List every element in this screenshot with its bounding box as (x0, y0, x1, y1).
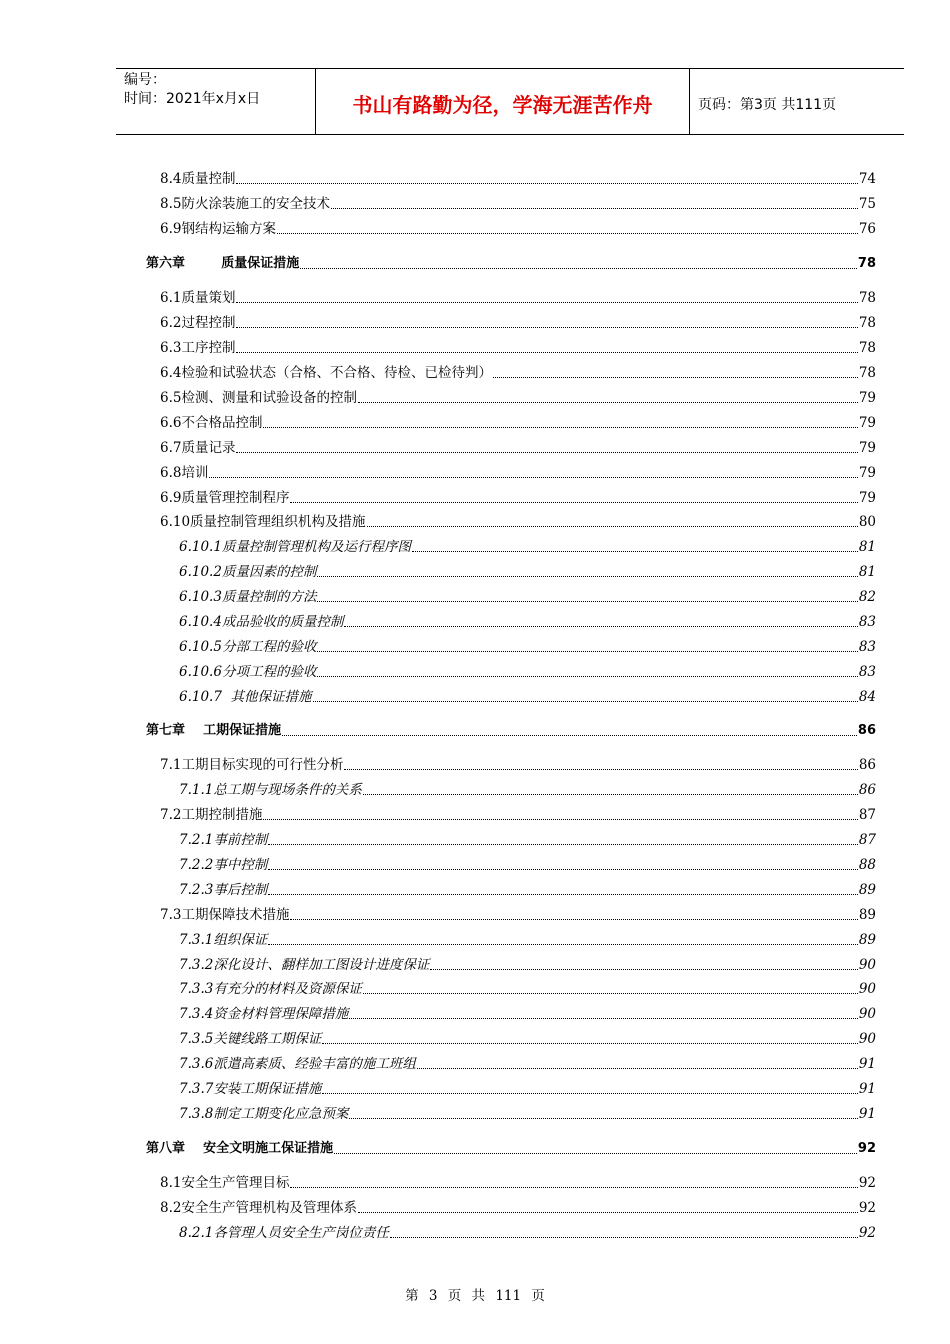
footer-total-pages: 111 (495, 1288, 522, 1304)
toc-leader-dots (358, 401, 858, 403)
toc-entry-page: 79 (858, 465, 876, 481)
toc-entry[interactable] (179, 856, 876, 874)
toc-entry-title: 8.2.1各管理人员安全生产岗位责任 (179, 1225, 389, 1241)
toc-entry-title: 7.2工期控制措施 (160, 807, 263, 823)
toc-entry-title: 6.10.3质量控制的方法 (179, 589, 317, 605)
toc-entry[interactable] (160, 439, 876, 457)
toc-entry[interactable] (179, 831, 876, 849)
toc-entry-page: 78 (858, 290, 876, 306)
toc-entry-page: 82 (858, 589, 876, 605)
toc-entry[interactable] (160, 414, 876, 432)
toc-leader-dots (344, 625, 857, 627)
toc-entry-title: 7.1.1总工期与现场条件的关系 (179, 782, 362, 798)
toc-entry[interactable] (160, 195, 876, 213)
toc-entry-title: 8.4质量控制 (160, 171, 236, 187)
toc-leader-dots (268, 868, 857, 870)
toc-leader-dots (282, 734, 857, 736)
toc-entry[interactable] (160, 364, 876, 382)
toc-entry-page: 83 (858, 639, 876, 655)
toc-entry[interactable] (179, 956, 876, 974)
toc-entry[interactable] (179, 1105, 876, 1123)
toc-leader-dots (300, 267, 857, 269)
toc-leader-dots (290, 918, 857, 920)
toc-leader-dots (268, 893, 857, 895)
toc-entry-title: 6.9钢结构运输方案 (160, 221, 276, 237)
footer-gong: 共 (471, 1288, 486, 1304)
toc-leader-dots (390, 1236, 858, 1238)
toc-leader-dots (493, 376, 858, 378)
toc-entry-page: 89 (858, 882, 876, 898)
toc-entry-page: 90 (858, 981, 876, 997)
toc-entry[interactable] (179, 588, 876, 606)
toc-entry-page: 75 (858, 196, 876, 212)
toc-entry-title: 第六章 质量保证措施 (146, 256, 300, 271)
toc-entry-page: 81 (858, 564, 876, 580)
toc-leader-dots (313, 700, 858, 702)
toc-entry-page: 90 (858, 1031, 876, 1047)
toc-entry[interactable] (179, 688, 876, 706)
toc-entry[interactable] (179, 1224, 876, 1242)
toc-entry-page: 86 (858, 757, 876, 773)
toc-entry-title: 7.3.3有充分的材料及资源保证 (179, 981, 362, 997)
toc-leader-dots (430, 968, 857, 970)
toc-entry[interactable] (179, 563, 876, 581)
toc-entry[interactable] (179, 538, 876, 556)
toc-entry[interactable] (179, 1055, 876, 1073)
toc-entry-page: 88 (858, 857, 876, 873)
toc-entry-page: 78 (858, 365, 876, 381)
page-footer (0, 1284, 950, 1304)
toc-entry[interactable] (179, 1005, 876, 1023)
toc-entry-page: 91 (858, 1056, 876, 1072)
toc-entry[interactable] (160, 220, 876, 238)
toc-entry-page: 92 (858, 1200, 876, 1216)
toc-entry[interactable] (179, 663, 876, 681)
toc-entry[interactable] (179, 931, 876, 949)
toc-entry-title: 6.6不合格品控制 (160, 415, 263, 431)
toc-entry-title: 6.10.1质量控制管理机构及运行程序图 (179, 539, 411, 555)
toc-entry-title: 7.2.2事中控制 (179, 857, 268, 873)
toc-leader-dots (277, 232, 858, 234)
toc-leader-dots (263, 818, 857, 820)
toc-entry-page: 92 (858, 1225, 876, 1241)
toc-leader-dots (236, 301, 857, 303)
toc-entry-page: 78 (857, 256, 876, 271)
toc-leader-dots (322, 1092, 857, 1094)
toc-leader-dots (317, 600, 857, 602)
toc-entry[interactable] (179, 1030, 876, 1048)
toc-entry-title: 7.2.1事前控制 (179, 832, 268, 848)
toc-leader-dots (322, 1042, 857, 1044)
toc-chapter-entry[interactable] (146, 1140, 876, 1158)
toc-leader-dots (349, 1117, 857, 1119)
toc-entry[interactable] (160, 513, 876, 531)
toc-leader-dots (236, 182, 857, 184)
toc-entry-title: 6.3工序控制 (160, 340, 236, 356)
toc-entry[interactable] (160, 756, 876, 774)
toc-entry-page: 79 (858, 490, 876, 506)
toc-entry[interactable] (179, 1080, 876, 1098)
toc-entry[interactable] (160, 170, 876, 188)
toc-leader-dots (317, 675, 857, 677)
toc-entry-title: 第七章 工期保证措施 (146, 723, 282, 738)
toc-leader-dots (412, 550, 858, 552)
toc-entry-page: 83 (858, 664, 876, 680)
toc-entry-page: 89 (858, 932, 876, 948)
toc-entry[interactable] (160, 489, 876, 507)
toc-entry[interactable] (160, 289, 876, 307)
toc-leader-dots (209, 476, 857, 478)
footer-current-page: 3 (428, 1288, 438, 1304)
toc-leader-dots (268, 943, 857, 945)
toc-entry-page: 92 (858, 1175, 876, 1191)
toc-entry-page: 78 (858, 340, 876, 356)
toc-entry-title: 6.4检验和试验状态（合格、不合格、待检、已检待判） (160, 365, 492, 381)
toc-leader-dots (367, 525, 858, 527)
header-motto: 书山有路勤为径，学海无涯苦作舟 (316, 69, 690, 134)
toc-entry[interactable] (179, 638, 876, 656)
toc-entry[interactable] (179, 781, 876, 799)
toc-entry-title: 第八章 安全文明施工保证措施 (146, 1141, 334, 1156)
toc-leader-dots (290, 501, 857, 503)
toc-entry-page: 80 (858, 514, 876, 530)
toc-entry[interactable] (179, 980, 876, 998)
toc-leader-dots (236, 451, 857, 453)
toc-leader-dots (349, 1017, 857, 1019)
header-time: 时间：2021年x月x日 (124, 91, 261, 107)
toc-leader-dots (331, 207, 858, 209)
toc-entry[interactable] (160, 464, 876, 482)
toc-entry-page: 78 (858, 315, 876, 331)
toc-entry-page: 83 (858, 614, 876, 630)
footer-ye-2: 页 (531, 1288, 545, 1304)
toc-entry[interactable] (160, 314, 876, 332)
toc-entry-page: 81 (858, 539, 876, 555)
footer-di: 第 (405, 1288, 419, 1304)
toc-entry[interactable] (179, 613, 876, 631)
toc-entry-page: 91 (858, 1106, 876, 1122)
toc-entry-page: 79 (858, 390, 876, 406)
toc-leader-dots (290, 1186, 857, 1188)
toc-entry-page: 87 (858, 807, 876, 823)
toc-entry-page: 86 (858, 782, 876, 798)
toc-leader-dots (417, 1067, 858, 1069)
toc-entry-title: 7.3.5关键线路工期保证 (179, 1031, 322, 1047)
toc-entry-page: 89 (858, 907, 876, 923)
toc-chapter-entry[interactable] (146, 255, 876, 273)
toc-entry[interactable] (160, 1199, 876, 1217)
toc-entry-title: 7.3.6派遣高素质、经验丰富的施工班组 (179, 1056, 416, 1072)
toc-entry[interactable] (160, 906, 876, 924)
toc-entry[interactable] (160, 389, 876, 407)
toc-entry-title: 6.7质量记录 (160, 440, 236, 456)
toc-entry-title: 6.10.6分项工程的验收 (179, 664, 317, 680)
toc-leader-dots (358, 1211, 858, 1213)
toc-leader-dots (363, 992, 858, 994)
toc-entry-page: 90 (858, 1006, 876, 1022)
toc-leader-dots (344, 768, 857, 770)
toc-entry-page: 84 (858, 689, 876, 705)
toc-leader-dots (236, 351, 857, 353)
toc-leader-dots (317, 650, 857, 652)
toc-entry-title: 7.3.7安装工期保证措施 (179, 1081, 322, 1097)
toc-entry[interactable] (179, 881, 876, 899)
toc-entry-title: 6.10.2质量因素的控制 (179, 564, 317, 580)
toc-chapter-entry[interactable] (146, 722, 876, 740)
toc-entry-title: 6.5检测、测量和试验设备的控制 (160, 390, 357, 406)
toc-entry-page: 92 (857, 1141, 876, 1156)
toc-leader-dots (317, 575, 857, 577)
page-header (116, 68, 904, 135)
toc-entry-title: 6.10.7 其他保证措施 (179, 689, 312, 705)
toc-entry[interactable] (160, 806, 876, 824)
toc-entry-title: 8.5防火涂装施工的安全技术 (160, 196, 330, 212)
toc-leader-dots (263, 426, 857, 428)
toc-entry-title: 8.1安全生产管理目标 (160, 1175, 290, 1191)
toc-entry-title: 6.9质量管理控制程序 (160, 490, 290, 506)
toc-entry-title: 6.10.4成品验收的质量控制 (179, 614, 344, 630)
toc-entry-title: 7.2.3事后控制 (179, 882, 268, 898)
toc-entry-page: 79 (858, 440, 876, 456)
header-bianhao: 编号： (124, 72, 166, 88)
toc-entry-title: 6.8培训 (160, 465, 209, 481)
toc-entry-page: 76 (858, 221, 876, 237)
toc-entry-title: 6.2过程控制 (160, 315, 236, 331)
toc-entry-title: 8.2安全生产管理机构及管理体系 (160, 1200, 357, 1216)
toc-entry[interactable] (160, 339, 876, 357)
toc-entry-title: 7.3.2深化设计、翻样加工图设计进度保证 (179, 957, 430, 973)
toc-entry-page: 90 (858, 957, 876, 973)
toc-entry-page: 74 (858, 171, 876, 187)
toc-entry-title: 7.3.4资金材料管理保障措施 (179, 1006, 349, 1022)
header-meta (116, 69, 316, 134)
toc-entry-title: 6.1质量策划 (160, 290, 236, 306)
toc-leader-dots (268, 843, 857, 845)
toc-entry-page: 87 (858, 832, 876, 848)
toc-entry-page: 86 (857, 723, 876, 738)
toc-entry-page: 79 (858, 415, 876, 431)
toc-entry-title: 7.3工期保障技术措施 (160, 907, 290, 923)
toc-entry-page: 91 (858, 1081, 876, 1097)
toc-leader-dots (363, 793, 858, 795)
footer-ye: 页 (447, 1288, 462, 1304)
toc-leader-dots (236, 326, 857, 328)
toc-entry-title: 6.10质量控制管理组织机构及措施 (160, 514, 366, 530)
header-page-info: 页码：第3页 共111页 (698, 96, 837, 113)
toc-entry-title: 6.10.5分部工程的验收 (179, 639, 317, 655)
toc-leader-dots (334, 1152, 857, 1154)
toc-entry[interactable] (160, 1174, 876, 1192)
toc-entry-title: 7.3.8制定工期变化应急预案 (179, 1106, 349, 1122)
toc-entry-title: 7.1工期目标实现的可行性分析 (160, 757, 344, 773)
toc-entry-title: 7.3.1组织保证 (179, 932, 268, 948)
